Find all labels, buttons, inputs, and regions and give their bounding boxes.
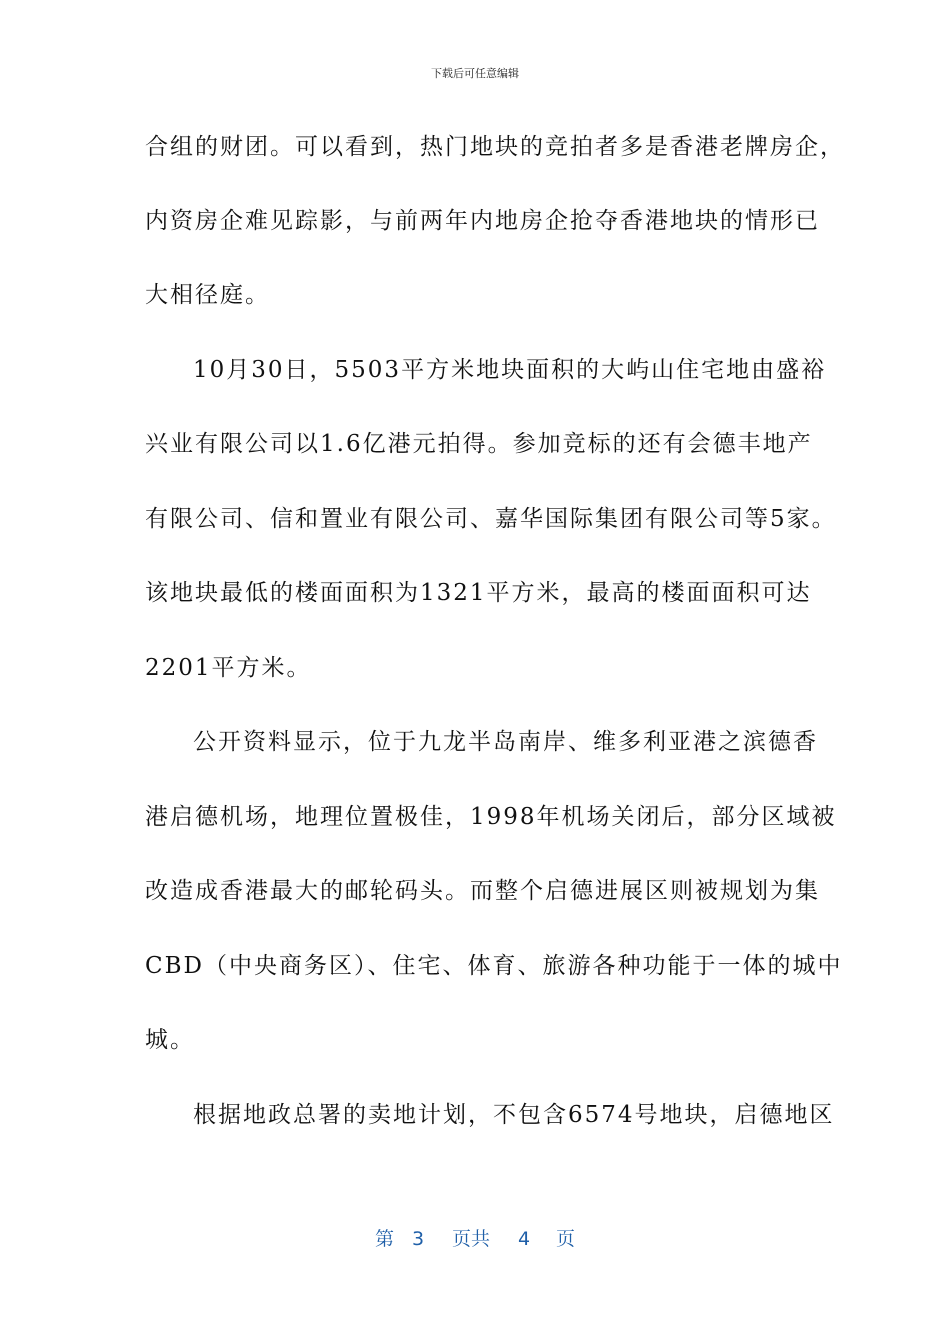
body-line: CBD（中央商务区）、住宅、体育、旅游各种功能于一体的城中 — [145, 953, 843, 979]
body-line: 公开资料显示，位于九龙半岛南岸、维多利亚港之滨德香 — [193, 729, 818, 755]
body-line: 2201平方米。 — [145, 655, 312, 681]
body-line: 大相径庭。 — [145, 282, 270, 308]
body-line: 根据地政总署的卖地计划，不包含6574号地块，启德地区 — [193, 1102, 835, 1128]
body-line: 港启德机场，地理位置极佳，1998年机场关闭后，部分区域被 — [145, 804, 837, 830]
body-line: 改造成香港最大的邮轮码头。而整个启德进展区则被规划为集 — [145, 878, 820, 904]
page-header: 下载后可任意编辑 — [431, 67, 519, 80]
body-line: 合组的财团。可以看到，热门地块的竞拍者多是香港老牌房企， — [145, 134, 845, 160]
body-line: 内资房企难见踪影，与前两年内地房企抢夺香港地块的情形已 — [145, 208, 820, 234]
footer-suffix: 页 — [556, 1228, 576, 1250]
page-footer — [0, 1224, 950, 1254]
footer-prefix: 第 — [375, 1228, 395, 1250]
body-line: 有限公司、信和置业有限公司、嘉华国际集团有限公司等5家。 — [145, 506, 837, 532]
body-line: 该地块最低的楼面面积为1321平方米，最高的楼面面积可达 — [145, 580, 812, 606]
footer-page-number: 3 — [412, 1228, 425, 1250]
body-line: 城。 — [145, 1027, 195, 1053]
body-line: 兴业有限公司以1.6亿港元拍得。参加竞标的还有会德丰地产 — [145, 431, 813, 457]
footer-middle: 页共 — [452, 1228, 491, 1250]
body-line: 10月30日，5503平方米地块面积的大屿山住宅地由盛裕 — [193, 357, 827, 383]
footer-total-pages: 4 — [518, 1228, 531, 1250]
